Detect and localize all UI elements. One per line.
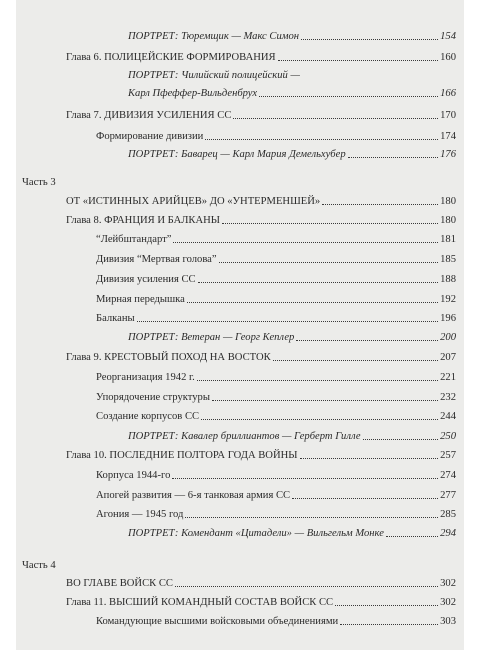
dot-leader [187,302,438,303]
dot-leader [292,498,438,499]
entry-page: 294 [440,528,456,539]
toc-entry [96,371,456,384]
entry-text: ПОРТРЕТ: Комендант «Цитадели» — Вильгельм Монке [128,528,384,539]
entry-page: 257 [440,450,456,461]
toc-entry [66,109,456,122]
entry-page: 274 [440,470,456,481]
entry-page: 188 [440,274,456,285]
entry-page: 277 [440,490,456,501]
entry-page: 200 [440,332,456,343]
entry-text: Дивизия усиления СС [96,274,196,285]
toc-entry [96,130,456,143]
entry-text: Глава 11. ВЫСШИЙ КОМАНДНЫЙ СОСТАВ ВОЙСК СС [66,597,334,608]
entry-text: Агония — 1945 год [96,509,184,520]
entry-page: 302 [440,597,456,608]
part-label: Часть 3 [22,177,56,188]
dot-leader [348,157,438,158]
toc-entry [128,30,456,43]
entry-page: 160 [440,52,456,63]
entry-text: Корпуса 1944-го [96,470,171,481]
dot-leader [273,360,438,361]
entry-text: ПОРТРЕТ: Баварец — Карл Мария Демельхубер [128,149,346,160]
entry-text: “Лейбштандарт” [96,234,172,245]
entry-page: 250 [440,431,456,442]
toc-entry [96,273,456,286]
toc-entry [96,615,456,628]
entry-text: Апогей развития — 6-я танковая армия СС [96,490,291,501]
entry-page: 196 [440,313,456,324]
dot-leader [335,605,438,606]
toc-entry [66,449,456,462]
dot-leader [198,282,439,283]
dot-leader [137,321,438,322]
dot-leader [322,204,438,205]
dot-leader [201,419,438,420]
toc-entry [66,195,456,208]
toc-entry [128,527,456,540]
entry-page: 285 [440,509,456,520]
dot-leader [173,242,438,243]
dot-leader [363,439,439,440]
toc-entry [96,312,456,325]
entry-text: ВО ГЛАВЕ ВОЙСК СС [66,578,173,589]
entry-page: 176 [440,149,456,160]
dot-leader [185,517,438,518]
dot-leader [197,380,438,381]
toc-entry [96,489,456,502]
entry-text: ПОРТРЕТ: Ветеран — Георг Кеплер [128,332,295,343]
book-page [16,0,464,650]
entry-page: 170 [440,110,456,121]
part-heading [22,559,56,572]
entry-text: Дивизия “Мертвая голова” [96,254,217,265]
entry-text: Мирная передышка [96,294,185,305]
entry-page: 244 [440,411,456,422]
entry-page: 303 [440,616,456,627]
entry-text: Глава 10. ПОСЛЕДНИЕ ПОЛТОРА ГОДА ВОЙНЫ [66,450,298,461]
entry-page: 207 [440,352,456,363]
entry-text: Глава 9. КРЕСТОВЫЙ ПОХОД НА ВОСТОК [66,352,271,363]
dot-leader [340,624,438,625]
entry-page: 166 [440,88,456,99]
entry-text: Глава 6. ПОЛИЦЕЙСКИЕ ФОРМИРОВАНИЯ [66,52,276,63]
dot-leader [300,458,439,459]
entry-page: 180 [440,196,456,207]
toc-entry [96,391,456,404]
dot-leader [278,60,439,61]
toc-entry [128,148,456,161]
toc-entry [96,410,456,423]
toc-entry [96,293,456,306]
toc-entry [96,233,456,246]
dot-leader [205,139,438,140]
dot-leader [175,586,438,587]
dot-leader [259,96,438,97]
entry-text: ПОРТРЕТ: Чилийский полицейский — [128,70,300,81]
entry-page: 180 [440,215,456,226]
dot-leader [233,118,438,119]
entry-page: 154 [440,31,456,42]
entry-page: 232 [440,392,456,403]
toc-entry [128,331,456,344]
toc-entry [128,87,456,100]
toc-entry [66,51,456,64]
part-label: Часть 4 [22,560,56,571]
entry-text: Реорганизация 1942 г. [96,372,195,383]
toc-entry [96,253,456,266]
entry-text: Формирование дивизии [96,131,204,142]
toc-entry [96,508,456,521]
dot-leader [301,39,438,40]
dot-leader [212,400,438,401]
toc-entry [128,69,300,82]
dot-leader [172,478,438,479]
dot-leader [219,262,439,263]
entry-text: Упорядочение структуры [96,392,210,403]
toc-entry [66,577,456,590]
entry-text: ОТ «ИСТИННЫХ АРИЙЦЕВ» ДО «УНТЕРМЕНШЕЙ» [66,196,321,207]
toc-entry [66,351,456,364]
part-heading [22,176,56,189]
toc-entry [66,596,456,609]
entry-text: Командующие высшими войсковыми объединениями [96,616,339,627]
entry-page: 185 [440,254,456,265]
entry-page: 181 [440,234,456,245]
entry-text: Глава 8. ФРАНЦИЯ И БАЛКАНЫ [66,215,221,226]
entry-text: ПОРТРЕТ: Тюремщик — Макс Симон [128,31,300,42]
toc-entry [66,214,456,227]
entry-text: Балканы [96,313,135,324]
toc-entry [128,430,456,443]
toc-entry [96,469,456,482]
dot-leader [296,340,438,341]
entry-text: ПОРТРЕТ: Кавалер бриллиантов — Герберт Гилле [128,431,361,442]
entry-page: 192 [440,294,456,305]
entry-text: Карл Пфеффер-Вильденбрух [128,88,258,99]
entry-text: Глава 7. ДИВИЗИЯ УСИЛЕНИЯ СС [66,110,232,121]
dot-leader [386,536,438,537]
entry-page: 174 [440,131,456,142]
entry-page: 302 [440,578,456,589]
dot-leader [222,223,438,224]
entry-text: Создание корпусов СС [96,411,200,422]
entry-page: 221 [440,372,456,383]
